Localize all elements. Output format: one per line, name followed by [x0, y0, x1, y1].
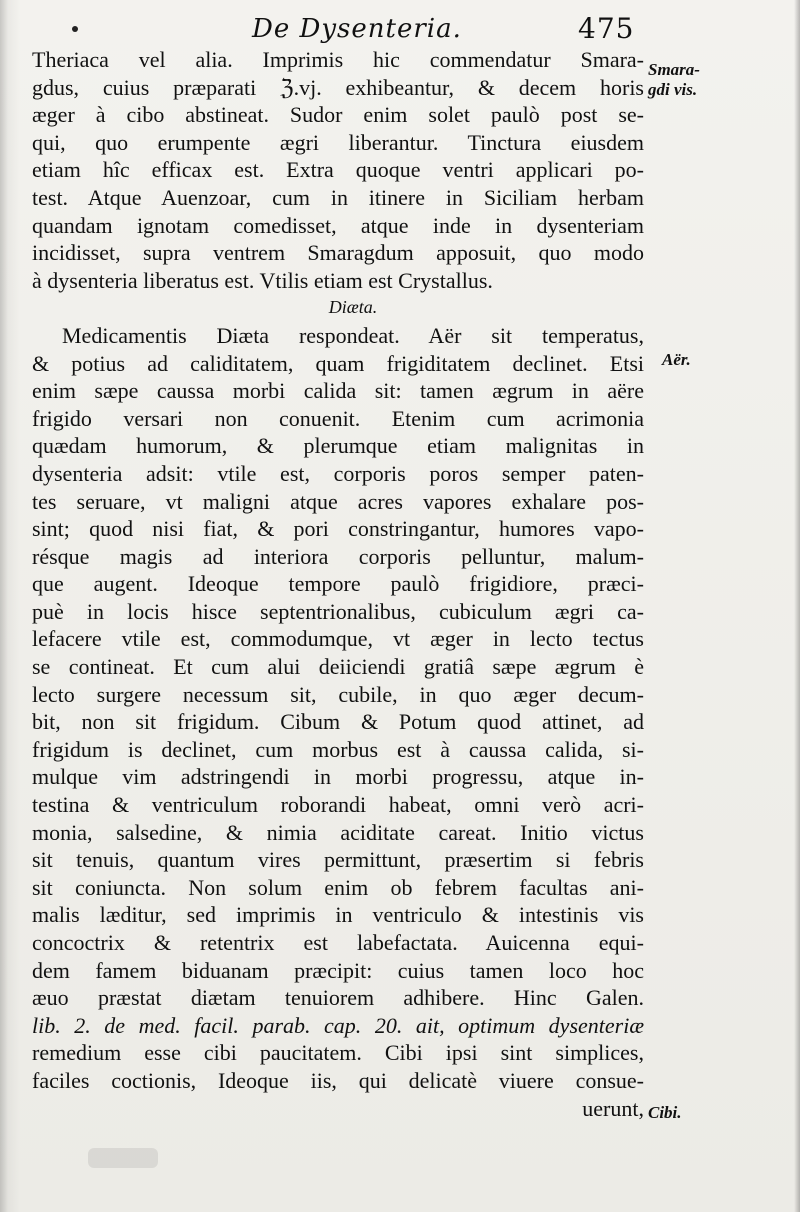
text-line: dem famem biduanam præcipit: cuius tamen loco hoc — [32, 957, 644, 983]
text-line: mulque vim adstringendi in morbi progressu, atque in- — [32, 764, 644, 790]
text-line: etiam hîc efficax est. Extra quoque ventri applicari po- — [32, 157, 644, 183]
text-line: résque magis ad interiora corporis pelluntur, malum- — [32, 543, 644, 569]
text-line: sit coniuncta. Non solum enim ob febrem facultas ani- — [32, 874, 644, 900]
header-ornament-dot — [72, 26, 78, 32]
text-line: enim sæpe caussa morbi calida sit: tamen ægrum in aëre — [32, 378, 644, 404]
paragraph-1 — [32, 46, 644, 294]
running-head: De Dysenteria. — [252, 14, 462, 44]
margin-note-line: gdi vis. — [648, 80, 698, 99]
text-line: bit, non sit frigidum. Cibum & Potum quod attinet, ad — [32, 709, 644, 735]
text-line: monia, salsedine, & nimia aciditate careat. Initio victus — [32, 819, 644, 845]
text-line: æuo præstat diætam tenuiorem adhibere. Hinc Galen. — [32, 985, 644, 1011]
text-line: frigido versari non conuenit. Etenim cum acrimonia — [32, 405, 644, 431]
text-line: à dysenteria liberatus est. Vtilis etiam est Crystallus. — [32, 267, 493, 293]
text-line: lefacere vtile est, commodumque, vt æger in lecto tectus — [32, 626, 644, 652]
text-line: se contineat. Et cum alui deiiciendi gratiâ sæpe ægrum è — [32, 654, 644, 680]
text-line: remedium esse cibi paucitatem. Cibi ipsi sint simplices, — [32, 1040, 644, 1066]
ink-smudge — [88, 1148, 158, 1168]
body-text — [32, 46, 644, 1122]
text-line: tes seruare, vt maligni atque acres vapores exhalare pos- — [32, 488, 644, 514]
paragraph-2 — [32, 322, 644, 1122]
text-line: sint; quod nisi fiat, & pori constringantur, humores vapo- — [32, 516, 644, 542]
margin-note-cibi: Cibi. — [648, 1103, 682, 1122]
margin-note-smaragdi — [648, 60, 700, 100]
page-header — [0, 8, 800, 48]
text-line: quandam ignotam comedisset, atque inde in dysenteriam — [32, 212, 644, 238]
text-line: Medicamentis Diæta respondeat. Aër sit temperatus, — [62, 322, 644, 348]
text-line: faciles coctionis, Ideoque iis, qui delicatè viuere consue- — [32, 1067, 644, 1093]
margin-note-aer: Aër. — [662, 350, 691, 369]
text-line: lib. 2. de med. facil. parab. cap. 20. ait, optimum dysenteriæ — [32, 1012, 644, 1038]
text-line: concoctrix & retentrix est labefactata. Auicenna equi- — [32, 930, 644, 955]
text-line: frigidum is declinet, cum morbus est à caussa calida, si- — [32, 736, 644, 762]
margin-note-line: Smara- — [648, 60, 700, 79]
text-line: qui, quo erumpente ægri liberantur. Tinctura eiusdem — [32, 129, 644, 155]
text-line: Theriaca vel alia. Imprimis hic commendatur Smara- — [32, 47, 644, 72]
text-line: malis læditur, sed imprimis in ventriculo & intestinis vis — [32, 902, 644, 928]
text-line: puè in locis hisce septentrionalibus, cubiculum ægri ca- — [32, 598, 644, 624]
page-number: 475 — [578, 12, 635, 45]
catchword: uerunt, — [582, 1095, 644, 1121]
text-line: & potius ad caliditatem, quam frigiditatem declinet. Etsi — [32, 350, 644, 376]
text-line: quædam humorum, & plerumque etiam malignitas in — [32, 433, 644, 459]
text-line: incidisset, supra ventrem Smaragdum apposuit, quo modo — [32, 240, 644, 266]
text-line: test. Atque Auenzoar, cum in itinere in Siciliam herbam — [32, 184, 644, 210]
text-line: æger à cibo abstineat. Sudor enim solet paulò post se- — [32, 102, 644, 128]
page-edge-shadow — [794, 0, 800, 1212]
text-line: sit tenuis, quantum vires permittunt, præsertim si febris — [32, 847, 644, 873]
text-line: gdus, cuius præparati ℨ.vj. exhibeantur, & decem horis — [32, 74, 644, 100]
text-line: dysenteria adsit: vtile est, corporis poros semper paten- — [32, 460, 644, 486]
text-line: testina & ventriculum roborandi habeat, omni verò acri- — [32, 792, 644, 818]
section-heading-diaeta: Diæta. — [328, 297, 378, 318]
text-line: que augent. Ideoque tempore paulò frigidiore, præci- — [32, 571, 644, 597]
text-line: lecto surgere necessum sit, cubile, in quo æger decum- — [32, 681, 644, 707]
